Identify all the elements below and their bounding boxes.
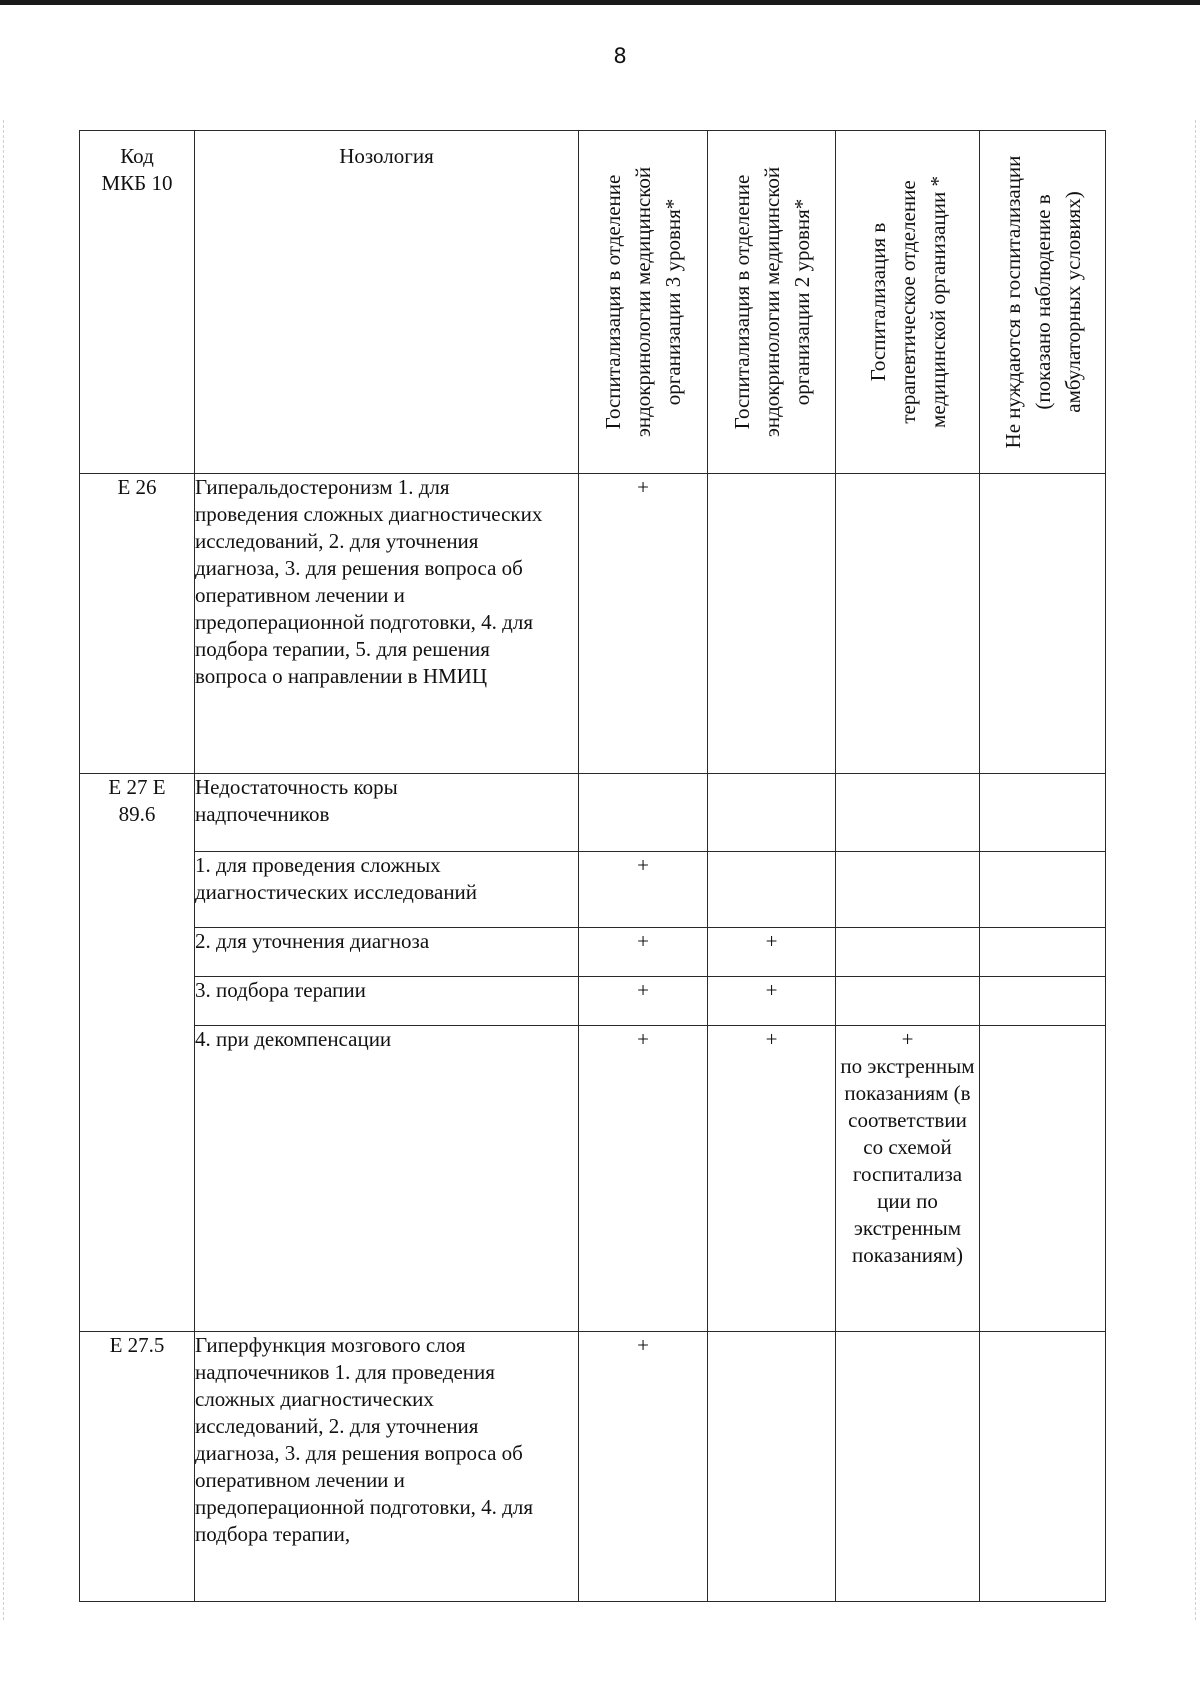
table-row [80, 977, 1106, 1026]
nosology-text: Недостаточность коры надпочечников [195, 774, 579, 852]
icd-code: Е 27 Е 89.6 [80, 774, 195, 1332]
mark-col1: + [579, 1332, 708, 1602]
header-row [80, 131, 1106, 474]
mark-col4 [980, 474, 1106, 774]
mark-col3 [836, 774, 980, 852]
table-row [80, 852, 1106, 928]
nosology-text: Гиперфункция мозгового слоя надпочечников 1. для проведения сложных диагностических исследований, 2. для уточнения диагноза, 3. для решения вопроса об оперативном лечении и предоперационной подготовки, 4. для подбора терапии, [195, 1332, 579, 1602]
mark-col2: + [708, 928, 836, 977]
mark-col4 [980, 1332, 1106, 1602]
mark-col1 [579, 774, 708, 852]
table-row [80, 474, 1106, 774]
mark-col3 [836, 1332, 980, 1602]
mark-col2 [708, 774, 836, 852]
mark-col1: + [579, 928, 708, 977]
header-endo-level2: Госпитализация в отделение эндокринологии медицинской организации 2 уровня* [708, 131, 836, 474]
emergency-note: по экстренным показаниям (в соответствии со схемой госпитализа ции по экстренным показаниям) [840, 1054, 975, 1267]
mark-col1: + [579, 852, 708, 928]
nosology-text: Гиперальдостеронизм 1. для проведения сложных диагностических исследований, 2. для уточнения диагноза, 3. для решения вопроса об оперативном лечении и предоперационной подготовки, 4. для подбора терапии, 5. для решения вопроса о направлении в НМИЦ [195, 474, 579, 774]
nosology-text: 4. при декомпенсации [195, 1026, 579, 1332]
mark-col4 [980, 977, 1106, 1026]
header-no-hospitalization: Не нуждаются в госпитализации (показано наблюдение в амбулаторных условиях) [980, 131, 1106, 474]
nosology-text: 2. для уточнения диагноза [195, 928, 579, 977]
mark-col2 [708, 1332, 836, 1602]
page-number: 8 [613, 44, 627, 68]
header-nosology: Нозология [195, 131, 579, 474]
hospitalization-table [79, 130, 1106, 1602]
nosology-text: 1. для проведения сложных диагностических исследований [195, 852, 579, 928]
scan-edge-left [3, 120, 5, 1620]
scan-edge-right [1195, 120, 1197, 1620]
icd-code: Е 27.5 [80, 1332, 195, 1602]
mark-col1: + [579, 977, 708, 1026]
header-endo-level3: Госпитализация в отделение эндокринологии медицинской организации 3 уровня* [579, 131, 708, 474]
mark-col2 [708, 852, 836, 928]
mark-col3 [836, 474, 980, 774]
mark-col2: + [708, 977, 836, 1026]
table-row [80, 928, 1106, 977]
mark-col3 [836, 977, 980, 1026]
top-border-line [0, 0, 1200, 5]
mark-col4 [980, 774, 1106, 852]
icd-code: Е 26 [80, 474, 195, 774]
mark-col1: + [579, 1026, 708, 1332]
mark-plus: + [901, 1027, 914, 1051]
mark-col4 [980, 1026, 1106, 1332]
mark-col2: + [708, 1026, 836, 1332]
mark-col3 [836, 928, 980, 977]
mark-col3 [836, 852, 980, 928]
mark-col4 [980, 928, 1106, 977]
header-code: Код МКБ 10 [80, 131, 195, 474]
mark-col3 [836, 1026, 980, 1332]
mark-col1: + [579, 474, 708, 774]
table-row [80, 1026, 1106, 1332]
table-row [80, 1332, 1106, 1602]
header-therapy-dept: Госпитализация в терапевтическое отделение медицинской организации * [836, 131, 980, 474]
nosology-text: 3. подбора терапии [195, 977, 579, 1026]
table-row [80, 774, 1106, 852]
mark-col2 [708, 474, 836, 774]
mark-col4 [980, 852, 1106, 928]
